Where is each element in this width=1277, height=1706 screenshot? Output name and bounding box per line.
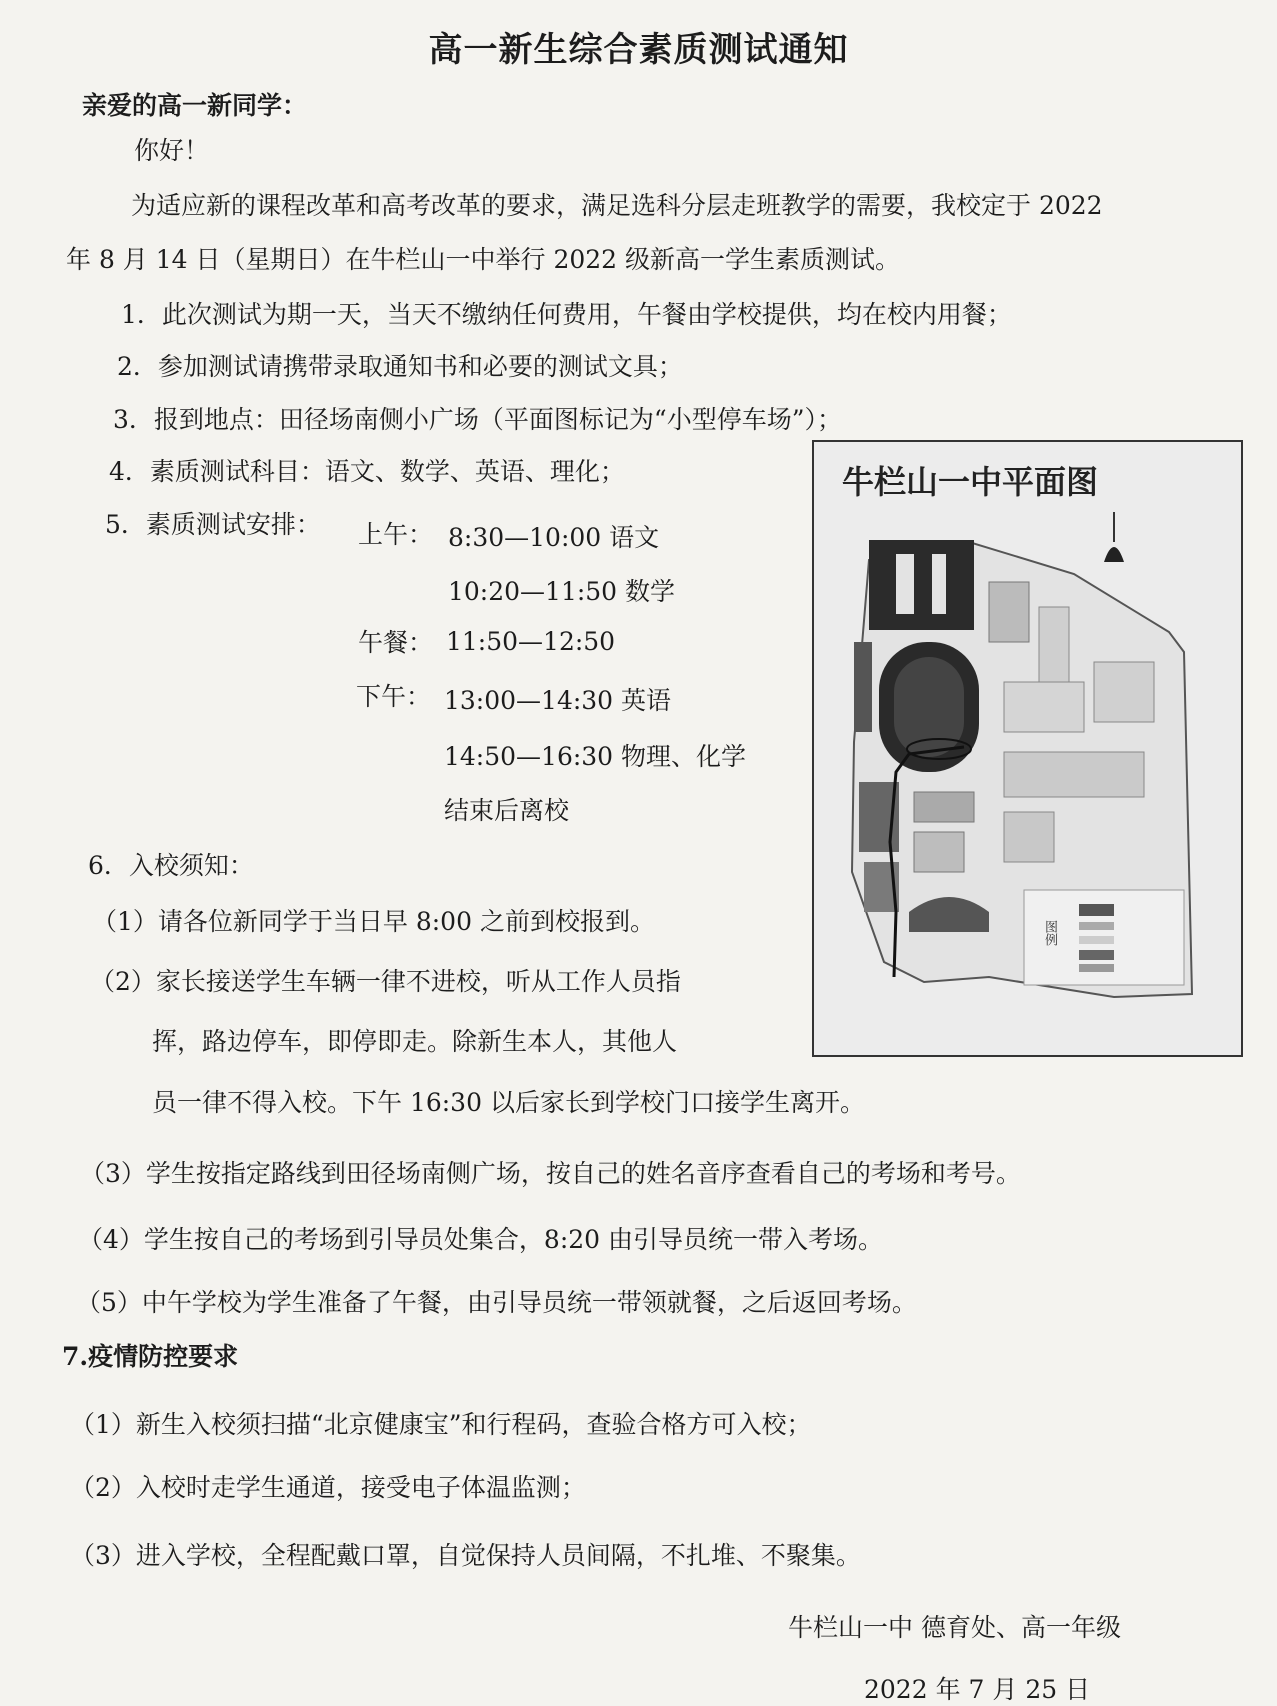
schedule-afternoon-label: 下午： [356, 682, 432, 711]
item-1: 1．此次测试为期一天，当天不缴纳任何费用，午餐由学校提供，均在校内用餐； [121, 300, 1012, 329]
entry-rule-1: （1）请各位新同学于当日早 8:00 之前到校报到。 [92, 907, 655, 936]
intro-line-2: 年 8 月 14 日（星期日）在牛栏山一中举行 2022 级新高一学生素质测试。 [66, 245, 901, 274]
schedule-slot-english: 13:00—14:30 英语 [444, 686, 672, 715]
entry-rule-5: （5）中午学校为学生准备了午餐，由引导员统一带领就餐，之后返回考场。 [76, 1288, 917, 1317]
map-legend-label: 图例 [1042, 920, 1057, 946]
teaching-building [869, 540, 974, 630]
entry-heading: 6．入校须知： [88, 851, 254, 880]
north-arrow-icon [1104, 512, 1124, 562]
entry-rule-2-line-3: 员一律不得入校。下午 16:30 以后家长到学校门口接学生离开。 [152, 1088, 865, 1117]
schedule-slot-chinese: 8:30—10:00 语文 [448, 523, 660, 552]
item-5: 5．素质测试安排： [105, 510, 321, 539]
epidemic-heading: 7.疫情防控要求 [62, 1342, 239, 1371]
item-2: 2．参加测试请携带录取通知书和必要的测试文具； [117, 352, 683, 381]
schedule-end: 结束后离校 [444, 796, 570, 825]
schedule-morning-label: 上午： [358, 520, 434, 549]
page-title: 高一新生综合素质测试通知 [428, 30, 849, 70]
entry-rule-2-line-2: 挥，路边停车，即停即走。除新生本人，其他人 [152, 1027, 678, 1056]
date: 2022 年 7 月 25 日 [864, 1675, 1091, 1704]
item-4: 4．素质测试科目：语文、数学、英语、理化； [109, 457, 625, 486]
map-drawing [814, 442, 1241, 1055]
epidemic-rule-2: （2）入校时走学生通道，接受电子体温监测； [70, 1473, 586, 1502]
entry-rule-2-line-1: （2）家长接送学生车辆一律不进校，听从工作人员指 [90, 967, 681, 996]
entry-rule-4: （4）学生按自己的考场到引导员处集合，8:20 由引导员统一带入考场。 [78, 1225, 883, 1254]
entry-rule-3: （3）学生按指定路线到田径场南侧广场，按自己的姓名音序查看自己的考场和考号。 [80, 1159, 1021, 1188]
salutation: 亲爱的高一新同学： [82, 91, 308, 120]
signature: 牛栏山一中 德育处、高一年级 [788, 1613, 1121, 1642]
schedule-slot-physics-chemistry: 14:50—16:30 物理、化学 [444, 742, 747, 771]
map-title: 牛栏山一中平面图 [842, 463, 1099, 501]
schedule-lunch-label: 午餐： [358, 628, 434, 657]
campus-map [812, 440, 1243, 1057]
intro-line-1: 为适应新的课程改革和高考改革的要求，满足选科分层走班教学的需要，我校定于 2022 [131, 191, 1103, 220]
schedule-slot-math: 10:20—11:50 数学 [448, 577, 676, 606]
schedule-lunch-time: 11:50—12:50 [446, 627, 616, 656]
item-3: 3．报到地点：田径场南侧小广场（平面图标记为“小型停车场”）； [113, 405, 842, 434]
greeting: 你好！ [134, 136, 210, 165]
epidemic-rule-1: （1）新生入校须扫描“北京健康宝”和行程码，查验合格方可入校； [70, 1410, 812, 1439]
epidemic-rule-3: （3）进入学校，全程配戴口罩，自觉保持人员间隔，不扎堆、不聚集。 [70, 1541, 861, 1570]
